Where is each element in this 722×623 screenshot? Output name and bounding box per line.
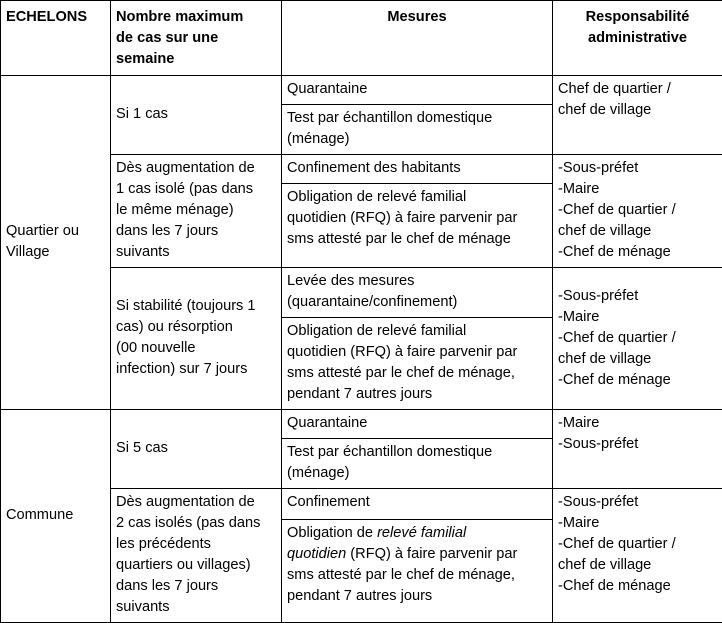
table-row	[1, 410, 722, 439]
mesure-line: (quarantaine/confinement)	[287, 292, 547, 313]
header-resp-line: Responsabilité	[558, 7, 717, 28]
condition-line: cas) ou résorption	[116, 317, 276, 338]
resp-line: -Maire	[558, 413, 717, 434]
mesure-line: sms attesté par le chef de ménage	[287, 229, 547, 250]
mesure-line: Obligation de relevé familial	[287, 321, 547, 342]
responsabilite-cell	[553, 489, 722, 623]
header-mesures	[282, 1, 553, 76]
condition-cell	[111, 268, 282, 410]
resp-line: -Chef de ménage	[558, 576, 717, 597]
condition-line: dans les 7 jours	[116, 576, 276, 597]
echelon-commune	[1, 410, 111, 623]
resp-line: -Maire	[558, 179, 717, 200]
mesure-cell	[282, 439, 553, 489]
mesure-cell	[282, 105, 553, 155]
resp-line: -Chef de quartier /	[558, 328, 717, 349]
condition-line: (00 nouvelle	[116, 338, 276, 359]
header-echelons	[1, 1, 111, 76]
header-mesures-label: Mesures	[287, 7, 547, 28]
condition-line: suivants	[116, 242, 276, 263]
mesure-cell	[282, 489, 553, 520]
resp-line: -Maire	[558, 307, 717, 328]
mesure-line: sms attesté par le chef de ménage,	[287, 363, 547, 384]
condition-line: Dès augmentation de	[116, 492, 276, 513]
condition-line: Si 5 cas	[116, 438, 276, 459]
header-nombre-line: semaine	[116, 49, 276, 70]
header-nombre-line: Nombre maximum	[116, 7, 276, 28]
header-nombre	[111, 1, 282, 76]
resp-line: chef de village	[558, 555, 717, 576]
responsabilite-cell	[553, 155, 722, 268]
condition-line: 2 cas isolés (pas dans	[116, 513, 276, 534]
mesure-line: Quarantaine	[287, 413, 547, 434]
mesure-italic-text: relevé familial	[377, 525, 466, 541]
resp-line: -Chef de ménage	[558, 242, 717, 263]
mesure-line: Levée des mesures	[287, 271, 547, 292]
echelon-quartier-village	[1, 76, 111, 410]
condition-line: quartiers ou villages)	[116, 555, 276, 576]
resp-line: Chef de quartier /	[558, 79, 717, 100]
condition-cell	[111, 410, 282, 489]
condition-cell	[111, 76, 282, 155]
mesure-line: Confinement des habitants	[287, 158, 547, 179]
echelon-label-line: Village	[6, 242, 105, 263]
mesure-line: pendant 7 autres jours	[287, 384, 547, 405]
condition-line: les précédents	[116, 534, 276, 555]
responsabilite-cell	[553, 268, 722, 410]
resp-line: -Maire	[558, 513, 717, 534]
mesure-cell	[282, 410, 553, 439]
resp-line: chef de village	[558, 349, 717, 370]
echelon-label-line: Quartier ou	[6, 221, 105, 242]
header-resp-line: administrative	[558, 28, 717, 49]
mesure-line: pendant 7 autres jours	[287, 586, 547, 607]
mesure-line: quotidien (RFQ) à faire parvenir par	[287, 208, 547, 229]
condition-line: Si 1 cas	[116, 104, 276, 125]
condition-line: Dès augmentation de	[116, 158, 276, 179]
condition-line: Si stabilité (toujours 1	[116, 296, 276, 317]
mesure-cell	[282, 76, 553, 105]
resp-line: chef de village	[558, 100, 717, 121]
condition-line: infection) sur 7 jours	[116, 359, 276, 380]
echelon-label-line: Commune	[6, 505, 105, 526]
resp-line: -Sous-préfet	[558, 286, 717, 307]
mesure-text: Obligation de	[287, 525, 377, 541]
condition-line: 1 cas isolé (pas dans	[116, 179, 276, 200]
mesure-cell	[282, 519, 553, 622]
mesure-cell	[282, 155, 553, 184]
header-nombre-line: de cas sur une	[116, 28, 276, 49]
mesure-line: Test par échantillon domestique	[287, 442, 547, 463]
mesure-line: Obligation de relevé familial	[287, 187, 547, 208]
header-row	[1, 1, 722, 76]
mesure-italic-text: quotidien	[287, 546, 346, 562]
header-echelons-label: ECHELONS	[6, 7, 105, 28]
mesure-text: (RFQ) à faire parvenir par	[346, 546, 517, 562]
resp-line: -Sous-préfet	[558, 492, 717, 513]
header-responsabilite	[553, 1, 722, 76]
mesure-line: (ménage)	[287, 463, 547, 484]
mesure-cell	[282, 184, 553, 268]
mesure-line: sms attesté par le chef de ménage,	[287, 565, 547, 586]
mesure-cell	[282, 268, 553, 318]
mesure-line: Test par échantillon domestique	[287, 108, 547, 129]
condition-line: le même ménage)	[116, 200, 276, 221]
responsabilite-cell	[553, 410, 722, 489]
resp-line: -Chef de ménage	[558, 370, 717, 391]
condition-line: dans les 7 jours	[116, 221, 276, 242]
mesure-line	[287, 544, 547, 565]
condition-cell	[111, 155, 282, 268]
table-row	[1, 76, 722, 105]
mesure-line: Quarantaine	[287, 79, 547, 100]
condition-cell	[111, 489, 282, 623]
resp-line: -Sous-préfet	[558, 434, 717, 455]
condition-line: suivants	[116, 597, 276, 618]
mesure-line: (ménage)	[287, 129, 547, 150]
resp-line: -Chef de quartier /	[558, 200, 717, 221]
mesure-line	[287, 523, 547, 544]
mesure-line: quotidien (RFQ) à faire parvenir par	[287, 342, 547, 363]
mesure-line: Confinement	[287, 492, 547, 513]
resp-line: chef de village	[558, 221, 717, 242]
resp-line: -Sous-préfet	[558, 158, 717, 179]
mesure-cell	[282, 318, 553, 410]
responsabilite-cell	[553, 76, 722, 155]
resp-line: -Chef de quartier /	[558, 534, 717, 555]
